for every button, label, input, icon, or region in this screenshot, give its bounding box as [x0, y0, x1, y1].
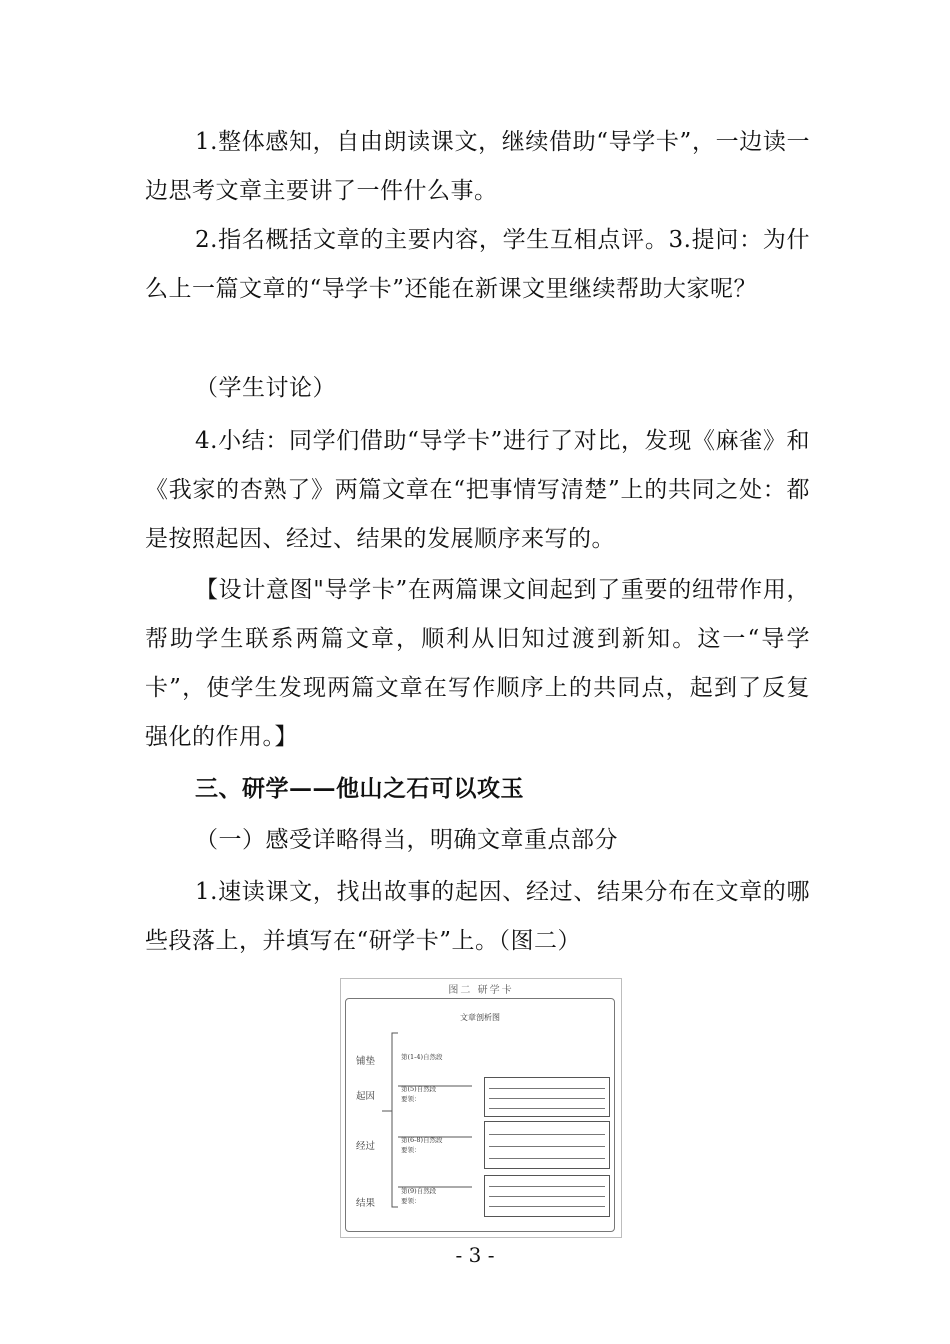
- page-number: - 3 -: [455, 1243, 495, 1267]
- row-label-cause: 起因: [356, 1091, 376, 1102]
- research-card-figure: [340, 978, 622, 1238]
- paragraph-3: （学生讨论）: [195, 375, 336, 401]
- answer-box-result[interactable]: [484, 1175, 610, 1217]
- row-para-process: 第(6-8)自然段: [401, 1136, 443, 1144]
- section-heading: 三、研学——他山之石可以攻玉: [195, 775, 524, 802]
- figure-frame: [345, 998, 615, 1232]
- row-para-cause: 第(5)自然段: [401, 1085, 437, 1093]
- design-intent-paragraph: 【设计意图"导学卡”在两篇课文间起到了重要的纽带作用，帮助学生联系两篇文章，顺利从旧知过渡到新知。这一“导学卡”，使学生发现两篇文章在写作顺序上的共同点，起到了反复强化的作用。】: [145, 577, 810, 750]
- row-para-setup: 第(1-4)自然段: [401, 1053, 443, 1061]
- row-para-result: 第(9)自然段: [401, 1187, 437, 1195]
- row-label-setup: 铺垫: [356, 1056, 376, 1067]
- row-label-result: 结果: [356, 1198, 376, 1209]
- paragraph-2: 2.指名概括文章的主要内容，学生互相点评。3.提问：为什么上一篇文章的“导学卡”还能在新课文里继续帮助大家呢？: [145, 227, 810, 302]
- subsection-heading: （一）感受详略得当，明确文章重点部分: [195, 827, 618, 853]
- row-note-process: 要领：: [401, 1146, 421, 1154]
- paragraph-1: 1.整体感知，自由朗读课文，继续借助“导学卡”，一边读一边思考文章主要讲了一件什么事。: [145, 129, 810, 204]
- answer-box-cause[interactable]: [484, 1077, 610, 1117]
- row-note-result: 要领：: [401, 1197, 421, 1205]
- paragraph-6: 1.速读课文，找出故事的起因、经过、结果分布在文章的哪些段落上，并填写在“研学卡”上。（图二）: [145, 879, 810, 954]
- answer-box-process[interactable]: [484, 1121, 610, 1169]
- row-note-cause: 要领：: [401, 1095, 421, 1103]
- row-label-process: 经过: [356, 1141, 376, 1152]
- paragraph-4: 4.小结：同学们借助“导学卡”进行了对比，发现《麻雀》和《我家的杏熟了》两篇文章在“把事情写清楚”上的共同之处：都是按照起因、经过、结果的发展顺序来写的。: [145, 428, 810, 552]
- figure-title: 图二 研学卡: [448, 985, 514, 996]
- figure-subtitle: 文章剖析图: [460, 1013, 500, 1022]
